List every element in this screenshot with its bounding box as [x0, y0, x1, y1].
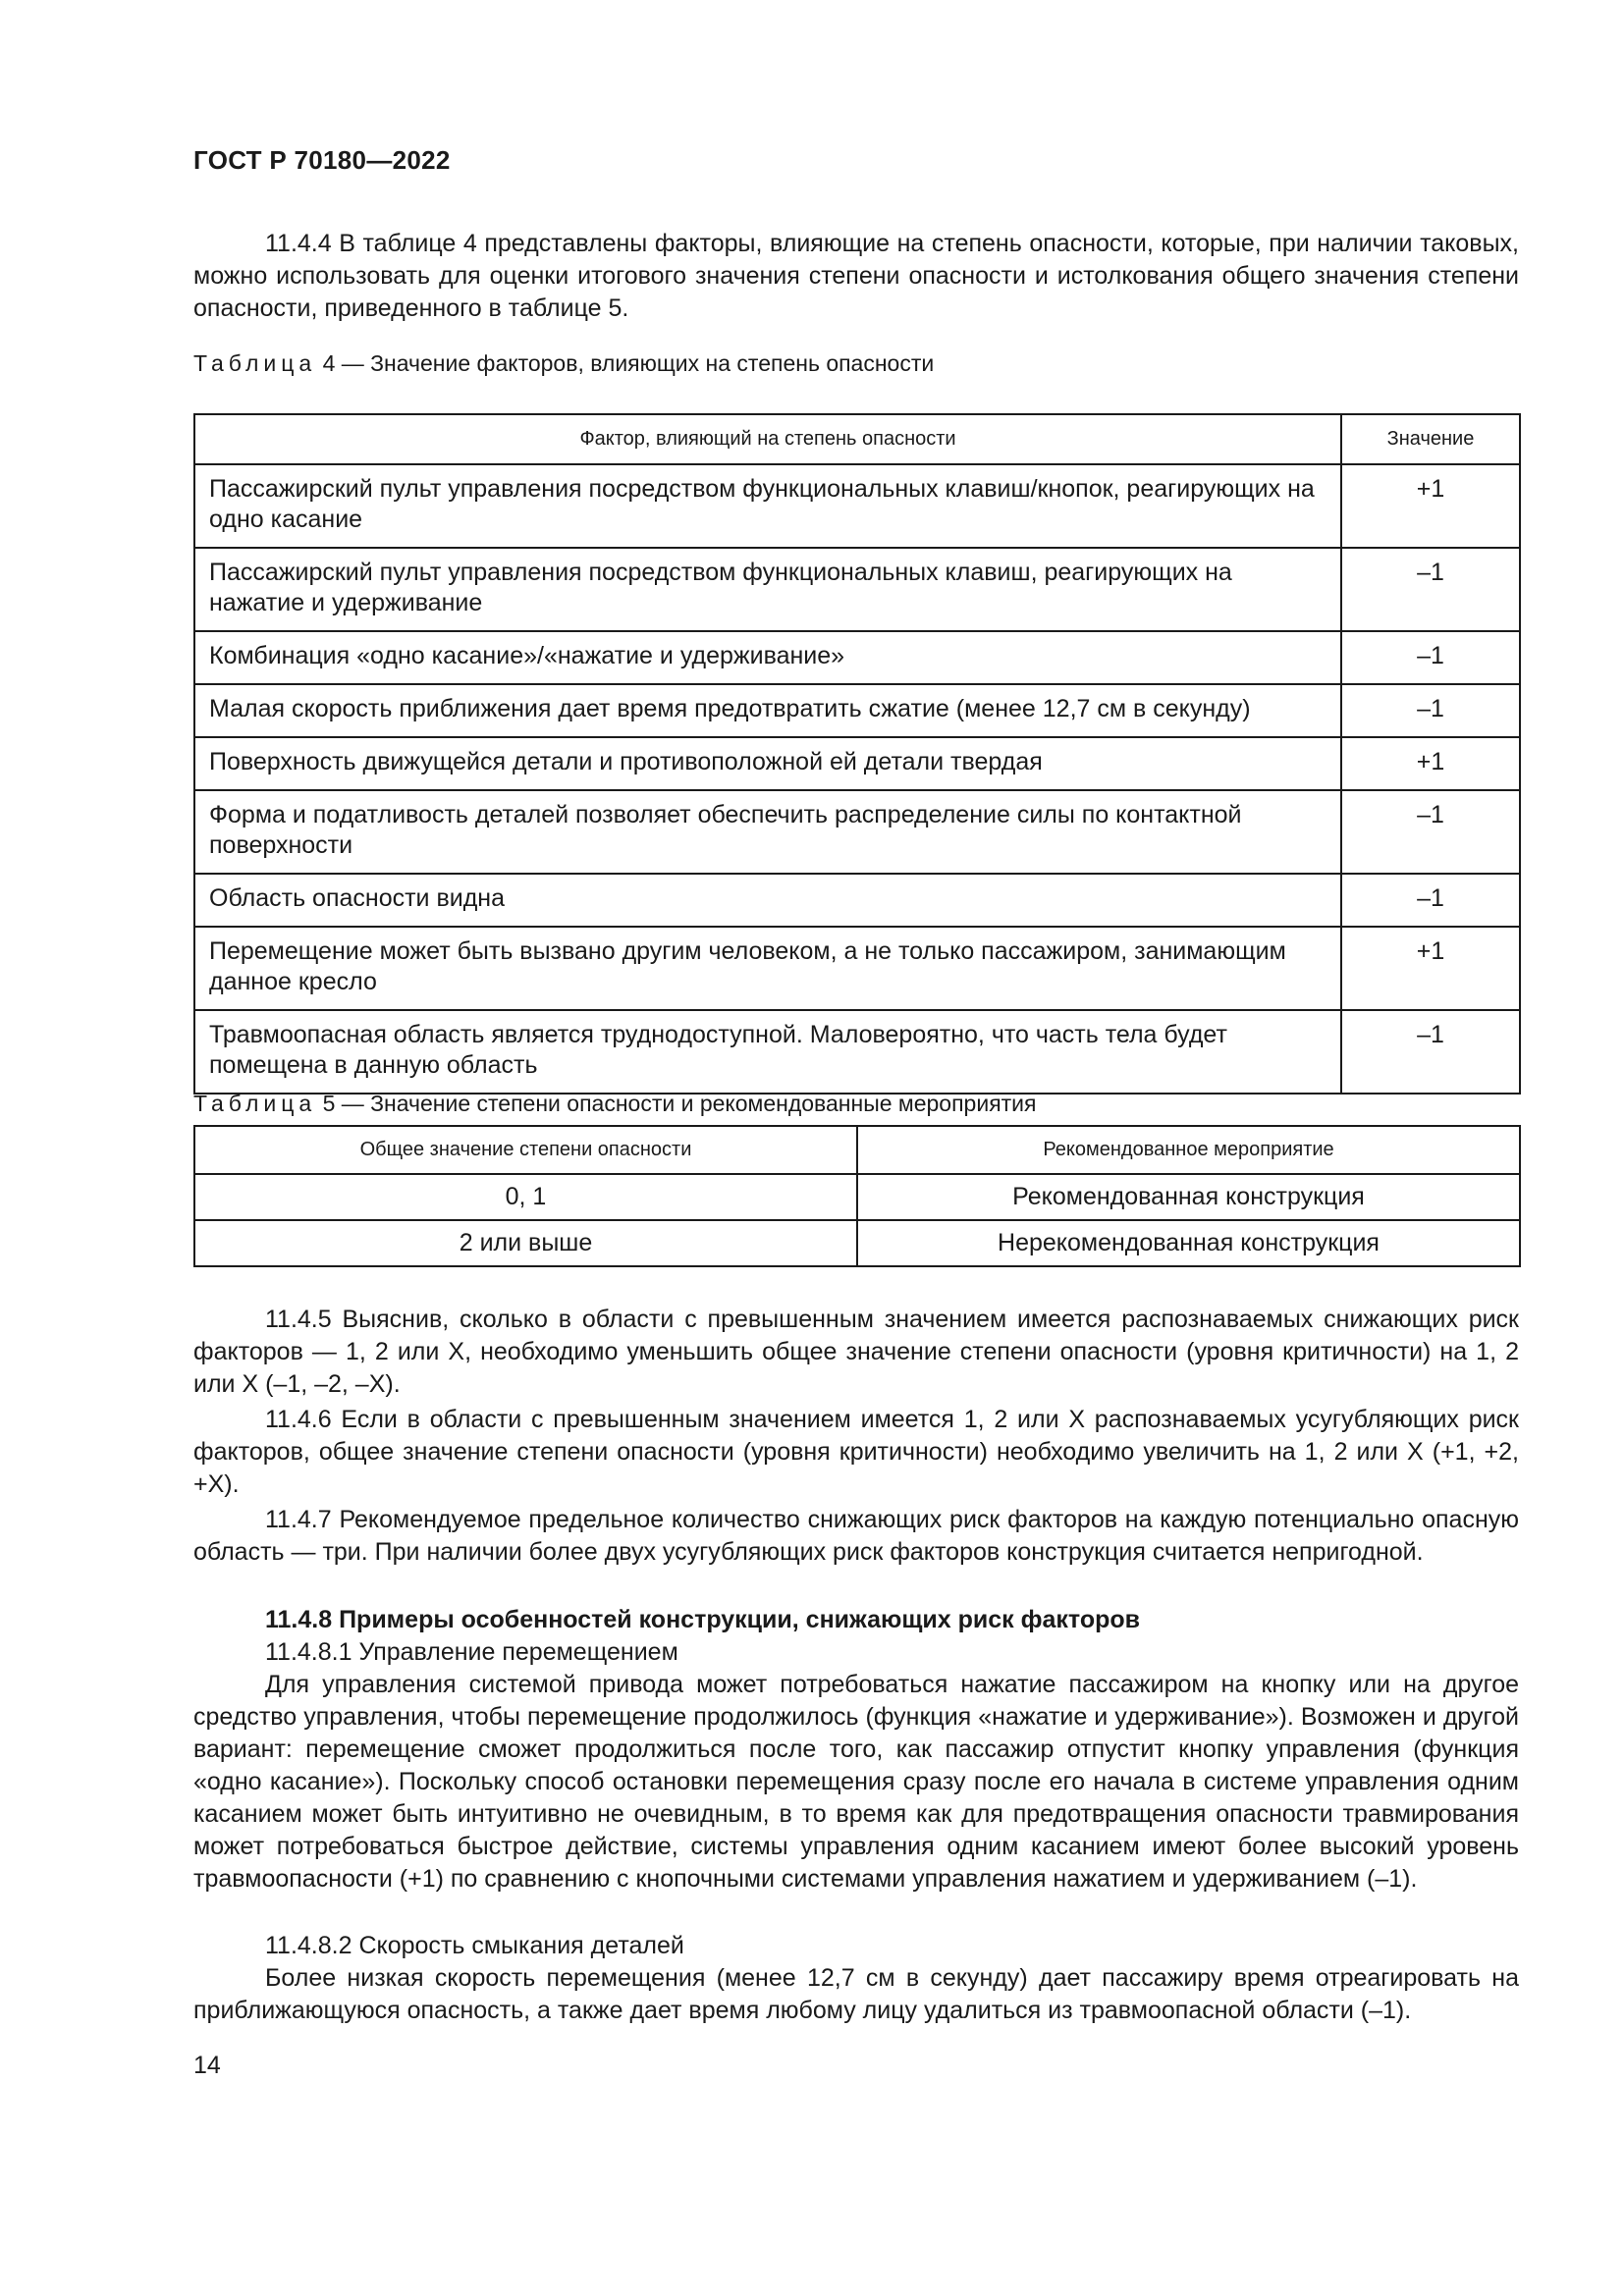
table5-caption-prefix: Таблица: [193, 1091, 317, 1116]
table-row: [194, 1220, 1520, 1266]
paragraph-11-4-8-1: Для управления системой привода может потребоваться нажатие пассажиром на кнопку или на другое средство управления, чтобы перемещение продолжилось (функция «нажатие и удерживание»). Возможен и другой вариант: перемещение сможет продолжиться после того, как пассажир отпустит кнопку управления (функция «одно касание»). Поскольку способ остановки перемещения сразу после его начала в системе управления одним касанием может быть интуитивно не очевидным, в то время как для предотвращения опасности травмирования может потребоваться быстрое действие, системы управления одним касанием имеют более высокий уровень травмоопасности (+1) по сравнению с кнопочными системами управления нажатием и удерживанием (–1).: [193, 1671, 1519, 1893]
paragraph-11-4-6: 11.4.6 Если в области с превышенным значением имеется 1, 2 или X распознаваемых усугубляющих риск факторов, общее значение степени опасности (уровня критичности) необходимо увеличить на 1, 2 или X (+1, +2, +X).: [193, 1406, 1519, 1498]
table5-caption: [193, 1089, 1036, 1118]
table-row: [194, 790, 1520, 874]
table4-value-cell: +1: [1341, 464, 1520, 548]
table5-action-cell: Нерекомендованная конструкция: [857, 1220, 1520, 1266]
table-row: [194, 548, 1520, 631]
document-code: ГОСТ Р 70180—2022: [193, 145, 451, 175]
table-row: [194, 737, 1520, 790]
table4-factor-cell: Область опасности видна: [194, 874, 1341, 927]
heading-11-4-8-2: 11.4.8.2 Скорость смыкания деталей: [265, 1932, 684, 1959]
table5-header-level: Общее значение степени опасности: [194, 1126, 857, 1174]
table4-factor-cell: Пассажирский пульт управления посредством функциональных клавиш, реагирующих на нажатие и удерживание: [194, 548, 1341, 631]
table-row: [194, 874, 1520, 927]
table4-factor-cell: Перемещение может быть вызвано другим человеком, а не только пассажиром, занимающим данное кресло: [194, 927, 1341, 1010]
table4-caption: [193, 348, 934, 378]
table4-value-cell: –1: [1341, 684, 1520, 737]
table4-factor-cell: Травмоопасная область является труднодоступной. Маловероятно, что часть тела будет помещена в данную область: [194, 1010, 1341, 1094]
table-row: [194, 464, 1520, 548]
table5: [193, 1125, 1521, 1267]
table-row: [194, 927, 1520, 1010]
table4-caption-text: 4 — Значение факторов, влияющих на степень опасности: [316, 350, 935, 376]
table4-value-cell: –1: [1341, 631, 1520, 684]
table-row: [194, 684, 1520, 737]
paragraph-11-4-7: 11.4.7 Рекомендуемое предельное количество снижающих риск факторов на каждую потенциально опасную область — три. При наличии более двух усугубляющих риск факторов конструкция считается непригодной.: [193, 1506, 1519, 1566]
table5-level-cell: 0, 1: [194, 1174, 857, 1220]
table-header-row: [194, 414, 1520, 464]
table5-level-cell: 2 или выше: [194, 1220, 857, 1266]
table4-factor-cell: Комбинация «одно касание»/«нажатие и удерживание»: [194, 631, 1341, 684]
table4-value-cell: –1: [1341, 790, 1520, 874]
table4-value-cell: +1: [1341, 927, 1520, 1010]
table4-value-cell: –1: [1341, 874, 1520, 927]
table-row: [194, 631, 1520, 684]
paragraph-11-4-8-2: Более низкая скорость перемещения (менее 12,7 см в секунду) дает пассажиру время отреагировать на приближающуюся опасность, а также дает время любому лицу удалиться из травмоопасной области (–1).: [193, 1964, 1519, 2024]
heading-11-4-8-1: 11.4.8.1 Управление перемещением: [265, 1638, 678, 1666]
table4-factor-cell: Пассажирский пульт управления посредством функциональных клавиш/кнопок, реагирующих на одно касание: [194, 464, 1341, 548]
table4-factor-cell: Малая скорость приближения дает время предотвратить сжатие (менее 12,7 см в секунду): [194, 684, 1341, 737]
table4-value-cell: +1: [1341, 737, 1520, 790]
table4: [193, 413, 1521, 1095]
table-row: [194, 1010, 1520, 1094]
heading-11-4-8: 11.4.8 Примеры особенностей конструкции, снижающих риск факторов: [265, 1606, 1141, 1633]
table4-header-value: Значение: [1341, 414, 1520, 464]
table5-header-action: Рекомендованное мероприятие: [857, 1126, 1520, 1174]
table5-action-cell: Рекомендованная конструкция: [857, 1174, 1520, 1220]
table4-factor-cell: Поверхность движущейся детали и противоположной ей детали твердая: [194, 737, 1341, 790]
table5-caption-text: 5 — Значение степени опасности и рекомендованные мероприятия: [316, 1091, 1037, 1116]
table4-header-factor: Фактор, влияющий на степень опасности: [194, 414, 1341, 464]
table4-caption-prefix: Таблица: [193, 350, 317, 376]
page-number: 14: [193, 2052, 221, 2079]
table4-value-cell: –1: [1341, 1010, 1520, 1094]
table4-factor-cell: Форма и податливость деталей позволяет обеспечить распределение силы по контактной поверхности: [194, 790, 1341, 874]
table-row: [194, 1174, 1520, 1220]
paragraph-11-4-5: 11.4.5 Выяснив, сколько в области с превышенным значением имеется распознаваемых снижающих риск факторов — 1, 2 или X, необходимо уменьшить общее значение степени опасности (уровня критичности) на 1, 2 или X (–1, –2, –X).: [193, 1306, 1519, 1398]
table4-value-cell: –1: [1341, 548, 1520, 631]
table-header-row: [194, 1126, 1520, 1174]
paragraph-11-4-4: 11.4.4 В таблице 4 представлены факторы, влияющие на степень опасности, которые, при наличии таковых, можно использовать для оценки итогового значения степени опасности и истолкования общего значения степени опасности, приведенного в таблице 5.: [193, 230, 1519, 322]
